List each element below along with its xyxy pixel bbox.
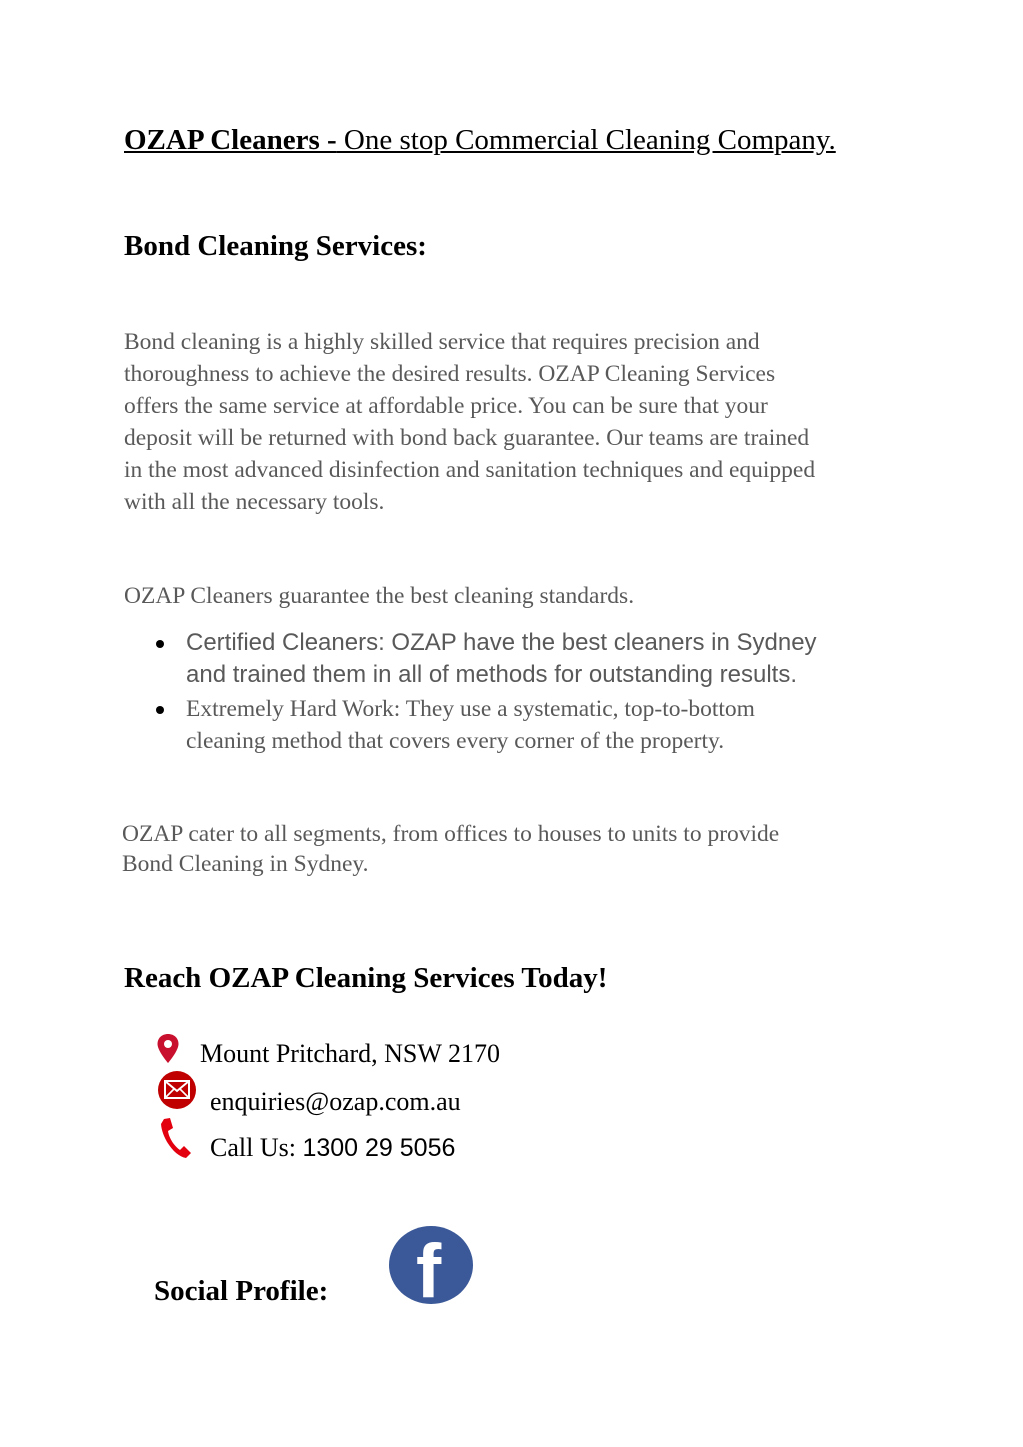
- phone-line: [210, 1133, 455, 1163]
- bullet-line: Extremely Hard Work: They use a systematic, top-to-bottom: [186, 696, 755, 722]
- phone-label: Call Us:: [210, 1133, 303, 1162]
- address-text: Mount Pritchard, NSW 2170: [200, 1039, 500, 1068]
- phone-icon: [158, 1116, 192, 1165]
- intro-line: thoroughness to achieve the desired results. OZAP Cleaning Services: [124, 361, 776, 387]
- bullet-dot: [156, 706, 164, 714]
- feature-list: [124, 627, 944, 757]
- intro-line: in the most advanced disinfection and sanitation techniques and equipped: [124, 457, 816, 483]
- intro-line: offers the same service at affordable price. You can be sure that your: [124, 393, 768, 419]
- facebook-glyph: f: [416, 1229, 442, 1304]
- bullet-line: and trained them in all of methods for outstanding results.: [186, 661, 798, 688]
- page-title: [124, 124, 836, 157]
- brand-name: OZAP Cleaners -: [124, 124, 337, 156]
- facebook-icon[interactable]: [389, 1226, 473, 1304]
- social-heading: Social Profile:: [154, 1275, 329, 1307]
- bullet-line: cleaning method that covers every corner of the property.: [186, 728, 725, 754]
- bullet-line: Certified Cleaners: OZAP have the best cleaners in Sydney: [186, 629, 817, 656]
- segments-paragraph: [122, 819, 942, 879]
- intro-line: deposit will be returned with bond back guarantee. Our teams are trained: [124, 425, 810, 451]
- segments-line: OZAP cater to all segments, from offices to houses to units to provide: [122, 821, 780, 847]
- mail-icon: [156, 1070, 198, 1115]
- segments-line: Bond Cleaning in Sydney.: [122, 851, 369, 877]
- phone-number[interactable]: 1300 29 5056: [302, 1134, 456, 1162]
- tagline: One stop Commercial Cleaning Company.: [336, 124, 836, 156]
- list-item: [124, 627, 944, 691]
- contact-heading: Reach OZAP Cleaning Services Today!: [124, 962, 608, 994]
- list-item: [124, 693, 944, 757]
- bond-heading: Bond Cleaning Services:: [124, 230, 427, 262]
- email-link[interactable]: enquiries@ozap.com.au: [210, 1087, 461, 1116]
- intro-line: Bond cleaning is a highly skilled service that requires precision and: [124, 329, 760, 355]
- location-pin-icon: [156, 1033, 180, 1070]
- bullet-dot: [156, 640, 164, 648]
- bond-intro-paragraph: [124, 326, 924, 518]
- guarantee-line: OZAP Cleaners guarantee the best cleaning standards.: [124, 583, 635, 609]
- intro-line: with all the necessary tools.: [124, 489, 385, 515]
